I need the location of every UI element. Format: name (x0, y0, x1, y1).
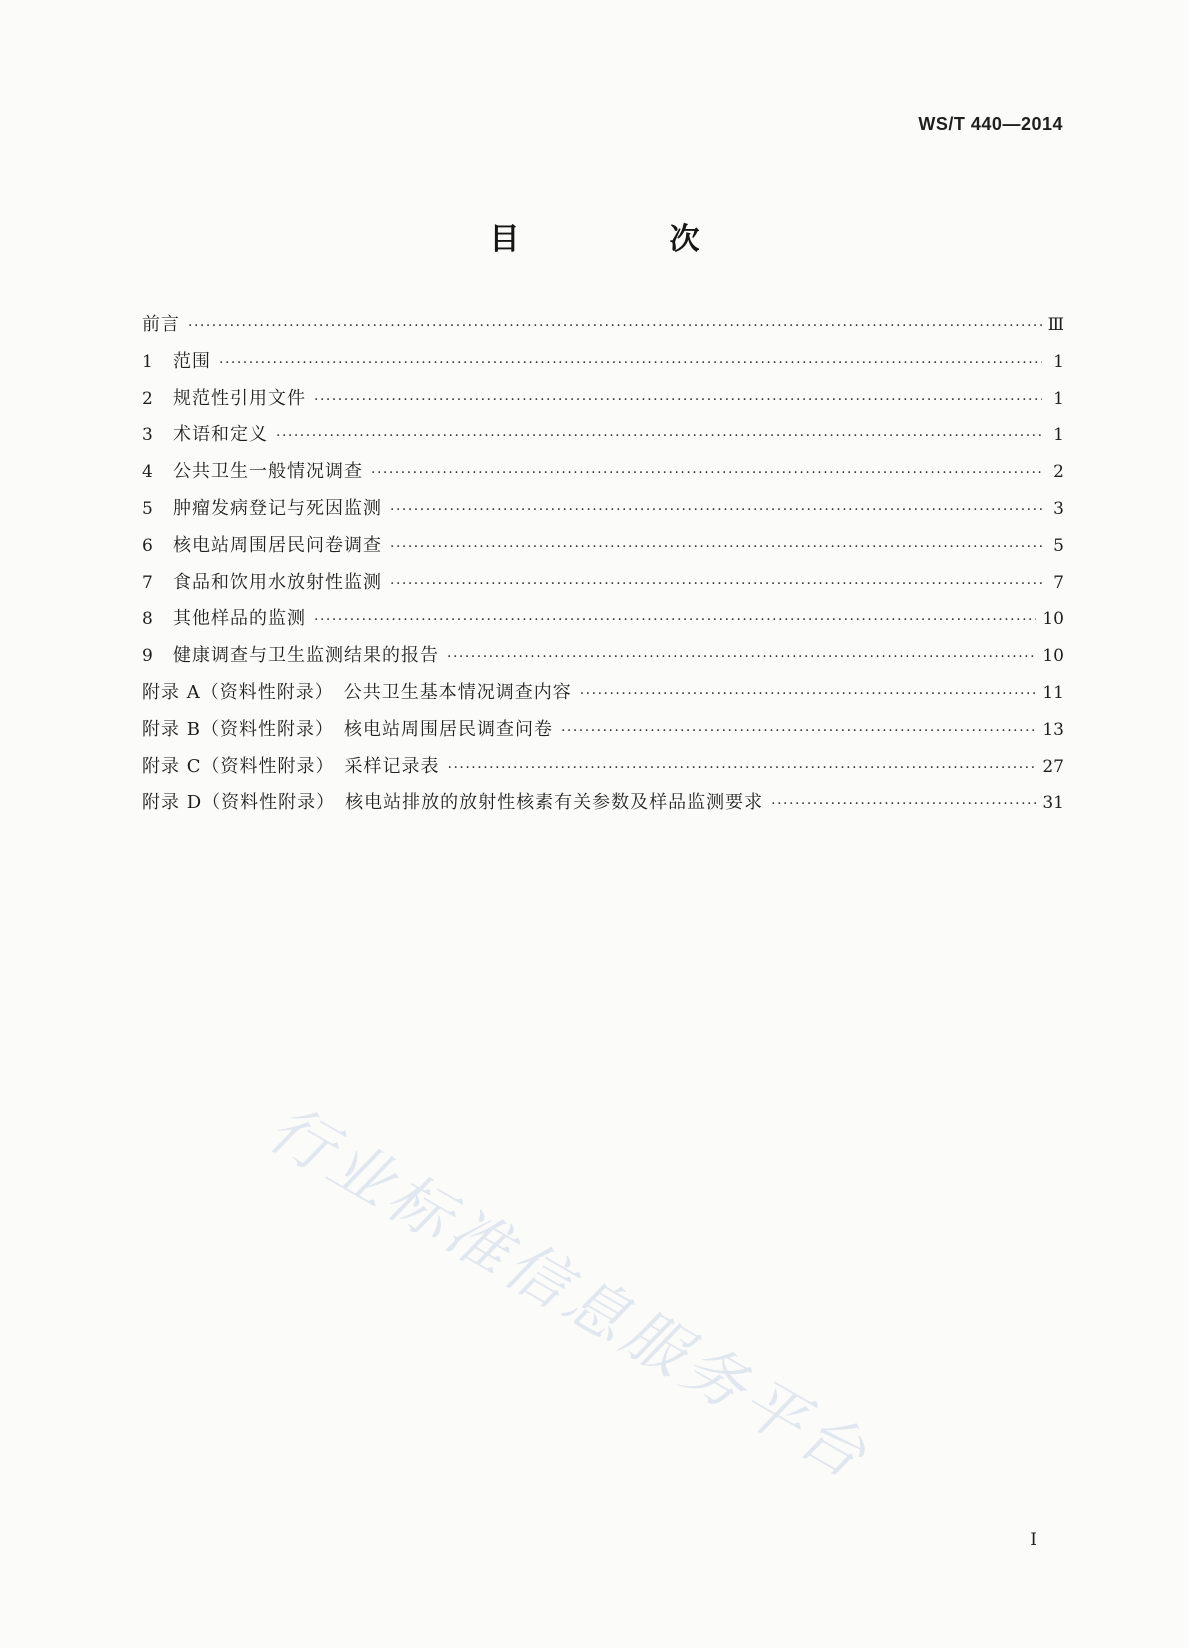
toc-entry-number: 9 (142, 646, 153, 667)
toc-entry-page: Ⅲ (1047, 315, 1064, 335)
toc-leader-dots (219, 351, 1042, 375)
toc-entry-foreword[interactable] (142, 313, 1064, 350)
toc-entry-page: 3 (1053, 498, 1064, 519)
toc-entry-3[interactable] (142, 423, 1064, 460)
toc-entry-label: 其他样品的监测 (173, 608, 306, 630)
toc-entry-number: 3 (142, 425, 153, 446)
toc-entry-label: 规范性引用文件 (173, 387, 306, 409)
toc-leader-dots (448, 756, 1037, 780)
toc-entry-label: 附录 C（资料性附录） 采样记录表 (142, 755, 440, 777)
toc-entry-number: 4 (142, 462, 153, 483)
toc-leader-dots (314, 388, 1042, 412)
toc-entry-1[interactable] (142, 350, 1064, 387)
toc-entry-page: 31 (1042, 793, 1064, 814)
toc-entry-label: 附录 B（资料性附录） 核电站周围居民调查问卷 (142, 718, 553, 740)
toc-entry-page: 2 (1053, 462, 1064, 483)
toc-entry-number: 7 (142, 572, 153, 593)
toc-leader-dots (276, 424, 1042, 448)
toc-entry-number: 1 (142, 351, 153, 372)
toc-leader-dots (371, 461, 1042, 485)
standard-code: WS/T 440—2014 (918, 114, 1063, 134)
toc-entry-page: 11 (1042, 682, 1064, 703)
toc-entry-page: 1 (1053, 388, 1064, 409)
toc-entry-2[interactable] (142, 387, 1064, 424)
toc-leader-dots (390, 572, 1042, 596)
toc-entry-8[interactable] (142, 607, 1064, 644)
toc-entry-appendix-d[interactable] (142, 791, 1064, 828)
toc-entry-number: 8 (142, 609, 153, 630)
toc-leader-dots (188, 314, 1042, 338)
toc-entry-label: 食品和饮用水放射性监测 (173, 571, 382, 593)
toc-entry-label: 附录 D（资料性附录） 核电站排放的放射性核素有关参数及样品监测要求 (142, 792, 764, 814)
toc-entry-4[interactable] (142, 460, 1064, 497)
toc-entry-number: 2 (142, 388, 153, 409)
toc-entry-7[interactable] (142, 571, 1064, 608)
toc-leader-dots (314, 608, 1036, 632)
toc-title: 目 次 (489, 222, 760, 257)
toc-entry-label: 公共卫生一般情况调查 (173, 461, 363, 483)
toc-entry-9[interactable] (142, 644, 1064, 681)
toc-entry-number: 5 (142, 498, 153, 519)
toc-entry-5[interactable] (142, 497, 1064, 534)
toc-entry-appendix-b[interactable] (142, 718, 1064, 755)
toc-entry-label: 健康调查与卫生监测结果的报告 (173, 645, 439, 667)
toc-leader-dots (561, 719, 1036, 743)
toc-leader-dots (580, 682, 1037, 706)
toc-entry-appendix-c[interactable] (142, 755, 1064, 792)
watermark-text: 行业标准信息服务平台 (257, 1091, 883, 1495)
toc-entry-page: 1 (1053, 351, 1064, 372)
toc-leader-dots (771, 792, 1036, 816)
toc-leader-dots (447, 645, 1036, 669)
table-of-contents (142, 313, 1064, 828)
toc-entry-page: 10 (1042, 646, 1064, 667)
toc-entry-page: 1 (1053, 425, 1064, 446)
toc-entry-appendix-a[interactable] (142, 681, 1064, 718)
page-number: I (1030, 1530, 1037, 1550)
toc-entry-6[interactable] (142, 534, 1064, 571)
toc-entry-page: 13 (1042, 719, 1064, 740)
toc-entry-number: 6 (142, 535, 153, 556)
toc-entry-page: 7 (1053, 572, 1064, 593)
toc-entry-label: 前言 (142, 314, 180, 335)
toc-entry-page: 5 (1053, 535, 1064, 556)
toc-entry-page: 10 (1042, 609, 1064, 630)
toc-entry-label: 核电站周围居民问卷调查 (173, 534, 382, 556)
toc-leader-dots (390, 535, 1042, 559)
toc-entry-label: 肿瘤发病登记与死因监测 (173, 497, 382, 519)
toc-entry-label: 术语和定义 (173, 424, 268, 446)
toc-entry-page: 27 (1042, 756, 1064, 777)
toc-entry-label: 范围 (173, 350, 211, 372)
toc-leader-dots (390, 498, 1042, 522)
toc-entry-label: 附录 A（资料性附录） 公共卫生基本情况调查内容 (142, 681, 572, 703)
